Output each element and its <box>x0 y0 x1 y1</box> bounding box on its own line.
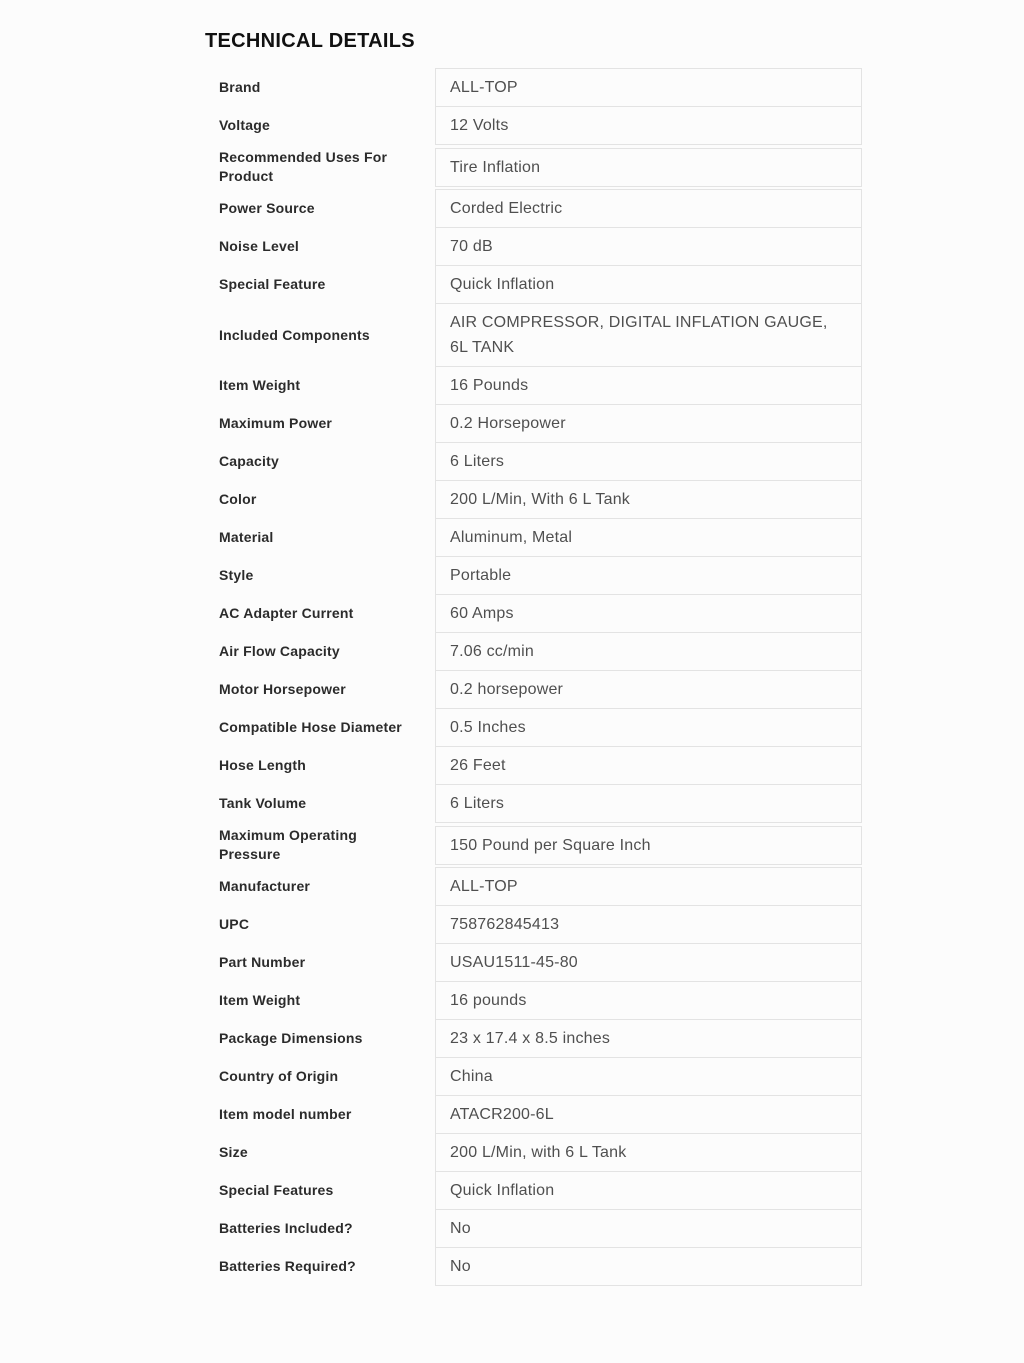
spec-value: Tire Inflation <box>435 148 862 187</box>
spec-value: Portable <box>435 556 862 595</box>
spec-label: Batteries Included? <box>219 1220 353 1236</box>
spec-value: 12 Volts <box>435 106 862 145</box>
spec-label: Special Features <box>219 1182 334 1198</box>
spec-value: 0.2 horsepower <box>435 670 862 709</box>
spec-value: 0.2 Horsepower <box>435 404 862 443</box>
spec-row <box>205 943 862 982</box>
spec-label: Package Dimensions <box>219 1030 363 1046</box>
spec-value: Corded Electric <box>435 189 862 228</box>
spec-value: 7.06 cc/min <box>435 632 862 671</box>
spec-row <box>205 227 862 266</box>
spec-label: Item model number <box>219 1106 352 1122</box>
spec-table <box>205 68 862 1286</box>
spec-row <box>205 670 862 709</box>
spec-row <box>205 303 862 367</box>
section-title: TECHNICAL DETAILS <box>205 30 415 52</box>
spec-row <box>205 144 862 190</box>
spec-row <box>205 905 862 944</box>
spec-label: Hose Length <box>219 757 306 773</box>
spec-value: No <box>435 1247 862 1286</box>
spec-label: Maximum Operating Pressure <box>219 827 357 862</box>
spec-label: Voltage <box>219 117 270 133</box>
spec-row <box>205 366 862 405</box>
spec-value: 60 Amps <box>435 594 862 633</box>
spec-value: 70 dB <box>435 227 862 266</box>
spec-row <box>205 189 862 228</box>
spec-value: 6 Liters <box>435 442 862 481</box>
spec-label: Item Weight <box>219 992 301 1008</box>
spec-value: 6 Liters <box>435 784 862 823</box>
spec-row <box>205 1057 862 1096</box>
spec-row <box>205 442 862 481</box>
spec-label: Included Components <box>219 326 370 343</box>
spec-value: ALL-TOP <box>435 68 862 107</box>
spec-value: China <box>435 1057 862 1096</box>
spec-label: Power Source <box>219 200 315 216</box>
spec-row <box>205 1209 862 1248</box>
spec-row <box>205 822 862 868</box>
spec-label: Size <box>219 1144 248 1160</box>
spec-row <box>205 1171 862 1210</box>
spec-row <box>205 1133 862 1172</box>
spec-row <box>205 265 862 304</box>
spec-label: Item Weight <box>219 377 301 393</box>
spec-value: ATACR200-6L <box>435 1095 862 1134</box>
spec-label: Motor Horsepower <box>219 681 346 697</box>
spec-value: 150 Pound per Square Inch <box>435 826 862 865</box>
spec-label: Manufacturer <box>219 878 311 894</box>
spec-row <box>205 867 862 906</box>
spec-value: 0.5 Inches <box>435 708 862 747</box>
spec-label: Style <box>219 567 254 583</box>
spec-label: Compatible Hose Diameter <box>219 719 402 735</box>
spec-label: UPC <box>219 916 250 932</box>
spec-row <box>205 746 862 785</box>
spec-value: Quick Inflation <box>435 1171 862 1210</box>
spec-label: Tank Volume <box>219 795 307 811</box>
spec-row <box>205 68 862 107</box>
spec-row <box>205 981 862 1020</box>
spec-value: ALL-TOP <box>435 867 862 906</box>
spec-value: No <box>435 1209 862 1248</box>
spec-value: AIR COMPRESSOR, DIGITAL INFLATION GAUGE, 6L TANK <box>435 303 862 367</box>
spec-row <box>205 106 862 145</box>
spec-row <box>205 480 862 519</box>
spec-label: Batteries Required? <box>219 1258 356 1274</box>
spec-row <box>205 1095 862 1134</box>
spec-value: 26 Feet <box>435 746 862 785</box>
spec-value: 16 Pounds <box>435 366 862 405</box>
spec-value: 16 pounds <box>435 981 862 1020</box>
spec-row <box>205 784 862 823</box>
spec-value: 23 x 17.4 x 8.5 inches <box>435 1019 862 1058</box>
spec-label: Maximum Power <box>219 415 333 431</box>
spec-label: Color <box>219 491 257 507</box>
spec-value: 758762845413 <box>435 905 862 944</box>
spec-value: 200 L/Min, With 6 L Tank <box>435 480 862 519</box>
spec-label: Recommended Uses For Product <box>219 149 388 184</box>
spec-label: Special Feature <box>219 276 326 292</box>
spec-value: Aluminum, Metal <box>435 518 862 557</box>
spec-value: 200 L/Min, with 6 L Tank <box>435 1133 862 1172</box>
spec-label: Capacity <box>219 453 279 469</box>
spec-label: AC Adapter Current <box>219 605 354 621</box>
spec-row <box>205 556 862 595</box>
spec-row <box>205 594 862 633</box>
spec-value: USAU1511-45-80 <box>435 943 862 982</box>
spec-row <box>205 404 862 443</box>
spec-row <box>205 1019 862 1058</box>
spec-label: Material <box>219 529 274 545</box>
spec-label: Part Number <box>219 954 306 970</box>
spec-row <box>205 632 862 671</box>
spec-label: Country of Origin <box>219 1068 339 1084</box>
spec-label: Noise Level <box>219 238 300 254</box>
spec-label: Air Flow Capacity <box>219 643 340 659</box>
spec-row <box>205 1247 862 1286</box>
spec-row <box>205 518 862 557</box>
spec-label: Brand <box>219 79 261 95</box>
spec-row <box>205 708 862 747</box>
spec-value: Quick Inflation <box>435 265 862 304</box>
